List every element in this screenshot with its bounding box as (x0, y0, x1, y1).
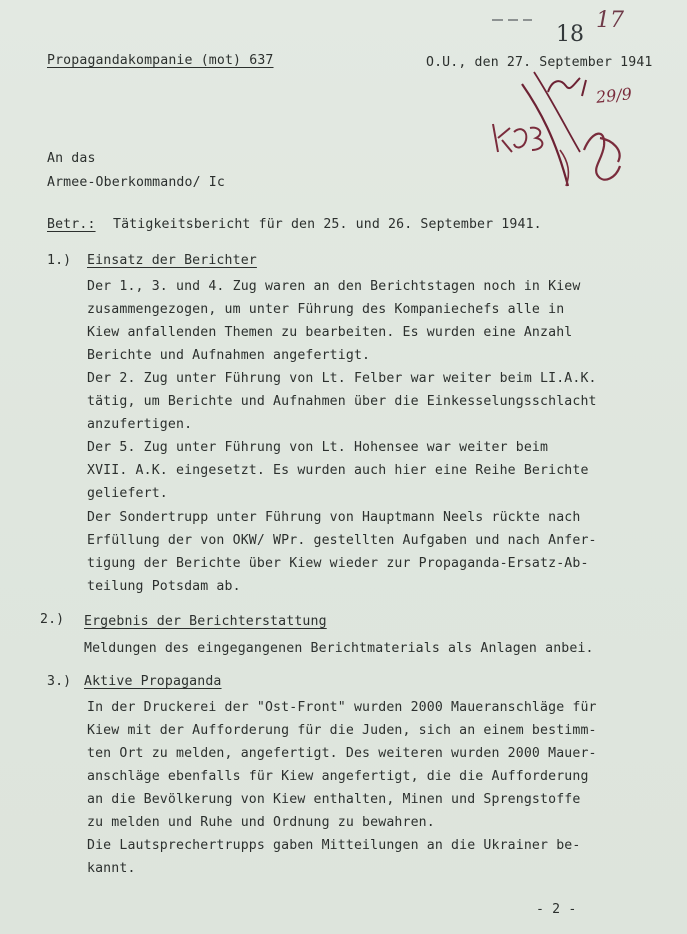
section-1-heading: Einsatz der Berichter (87, 253, 257, 268)
section-1-line: geliefert. (87, 486, 168, 501)
section-1-line: Der 1., 3. und 4. Zug waren an den Berichtstagen noch in Kiew (87, 279, 581, 294)
section-1-line: teilung Potsdam ab. (87, 579, 241, 594)
section-3-line: kannt. (87, 861, 136, 876)
section-1-line: Erfüllung der von OKW/ WPr. gestellten Aufgaben und nach Anfer- (87, 533, 597, 548)
place-date: O.U., den 27. September 1941 (426, 55, 653, 70)
section-1-line: zusammengezogen, um unter Führung des Kompaniechefs alle in (87, 302, 565, 317)
recipient-line-1: An das (47, 151, 96, 166)
section-3-line: ten Ort zu melden, angefertigt. Des weiteren wurden 2000 Mauer- (87, 746, 597, 761)
section-2-number: 2.) (40, 612, 65, 627)
section-3-line: anschläge ebenfalls für Kiew angefertigt, die die Aufforderung (87, 769, 589, 784)
section-3-line: In der Druckerei der "Ost-Front" wurden 2000 Maueranschläge für (87, 700, 597, 715)
registry-number: 18 (556, 22, 584, 47)
section-3-number: 3.) (47, 674, 72, 689)
section-1-line: Der 2. Zug unter Führung von Lt. Felber war weiter beim LI.A.K. (87, 371, 597, 386)
subject-label: Betr.: (47, 217, 96, 232)
section-1-line: tätig, um Berichte und Aufnahmen über die Einkesselungsschlacht (87, 394, 597, 409)
section-1-line: tigung der Berichte über Kiew wieder zur Propaganda-Ersatz-Ab- (87, 556, 589, 571)
section-3-heading: Aktive Propaganda (84, 674, 222, 689)
section-3-line: zu melden und Ruhe und Ordnung zu bewahren. (87, 815, 435, 830)
section-2-line: Meldungen des eingegangenen Berichtmaterials als Anlagen anbei. (84, 641, 594, 656)
section-1-line: Berichte und Aufnahmen angefertigt. (87, 348, 371, 363)
signature-strokes-icon (0, 0, 687, 200)
section-1-line: XVII. A.K. eingesetzt. Es wurden auch hier eine Reihe Berichte (87, 463, 589, 478)
section-1-line: anzufertigen. (87, 417, 193, 432)
registry-number-alt: 17 (596, 8, 624, 33)
subject-text: Tätigkeitsbericht für den 25. und 26. September 1941. (113, 217, 542, 232)
handwritten-date: 29/9 (595, 84, 633, 107)
section-3-line: Die Lautsprechertrupps gaben Mitteilungen an die Ukrainer be- (87, 838, 581, 853)
section-3-line: an die Bevölkerung von Kiew enthalten, Minen und Sprengstoffe (87, 792, 581, 807)
section-1-line: Der Sondertrupp unter Führung von Hauptmann Neels rückte nach (87, 510, 581, 525)
section-2-heading: Ergebnis der Berichterstattung (84, 614, 327, 629)
section-1-line: Der 5. Zug unter Führung von Lt. Hohensee war weiter beim (87, 440, 549, 455)
section-1-line: Kiew anfallenden Themen zu bearbeiten. Es wurden eine Anzahl (87, 325, 573, 340)
recipient-line-2: Armee-Oberkommando/ Ic (47, 175, 225, 190)
page-continuation: - 2 - (536, 902, 577, 917)
section-1-number: 1.) (47, 253, 72, 268)
unit-name: Propagandakompanie (mot) 637 (47, 53, 274, 68)
section-3-line: Kiew mit der Aufforderung für die Juden, sich an einem bestimm- (87, 723, 597, 738)
